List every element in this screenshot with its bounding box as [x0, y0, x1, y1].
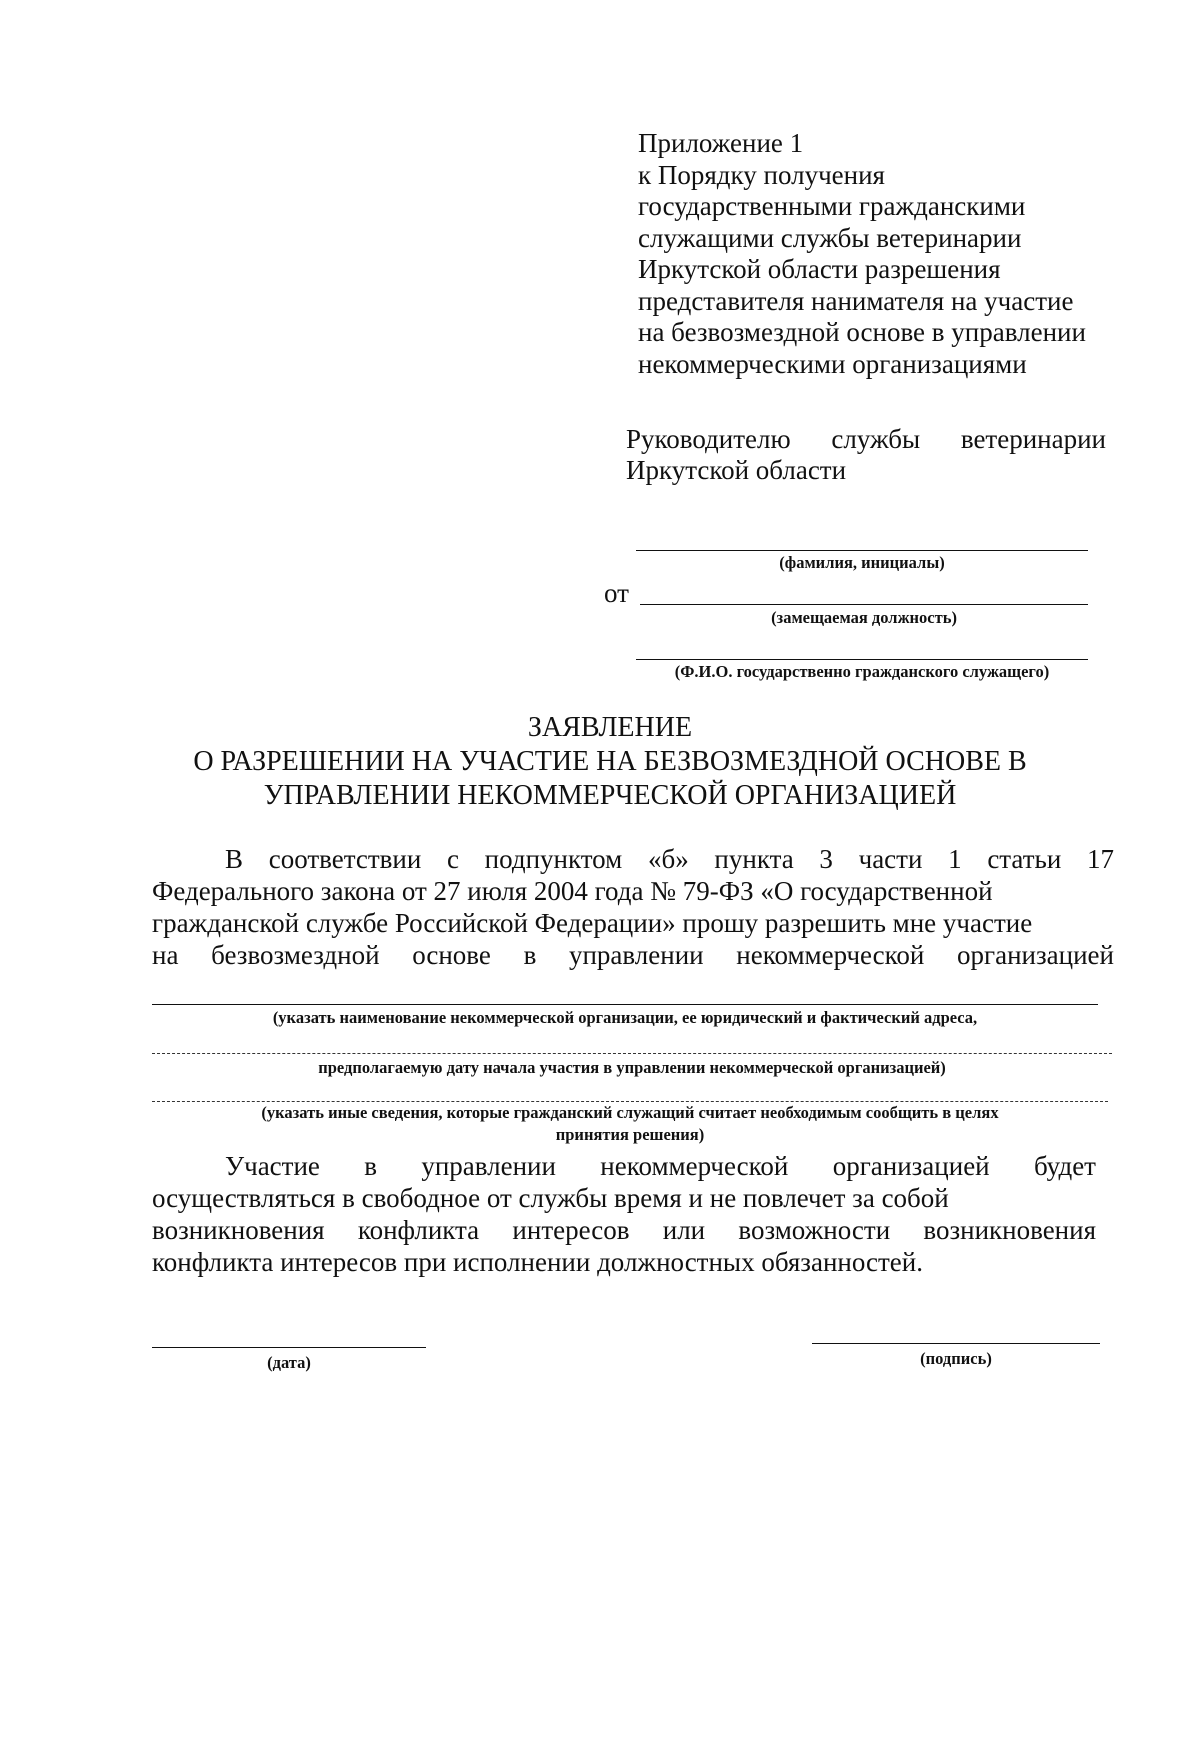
paragraph-row: осуществляться в свободное от службы время и не повлечет за собой: [152, 1183, 949, 1213]
word: основе: [412, 940, 491, 970]
word: «б»: [647, 844, 689, 874]
appendix-line: Приложение 1: [638, 128, 804, 158]
appendix-line: служащими службы ветеринарии: [638, 222, 1022, 253]
word: интересов: [512, 1215, 630, 1245]
paragraph-row: Федерального закона от 27 июля 2004 года № 79-ФЗ «О государственной: [152, 876, 993, 906]
word: соответствии: [268, 844, 422, 874]
other-info-caption-1: (указать иные сведения, которые гражданский служащий считает необходимым сообщить в целях: [261, 1103, 999, 1122]
paragraph-row: гражданской службе Российской Федерации» прошу разрешить мне участие: [152, 908, 1033, 938]
word: на: [152, 940, 179, 970]
signature-caption: (подпись): [920, 1349, 992, 1368]
addressee: [626, 424, 1106, 486]
statement-title: ЗАЯВЛЕНИЕ: [527, 712, 693, 743]
appendix-line: государственными гражданскими: [638, 191, 1026, 221]
word: Участие: [225, 1151, 320, 1181]
position-caption: (замещаемая должность): [771, 608, 957, 627]
appendix-line: к Порядку получения: [638, 159, 885, 190]
word: возникновения: [152, 1215, 325, 1245]
statement-subtitle-1: О РАЗРЕШЕНИИ НА УЧАСТИЕ НА БЕЗВОЗМЕЗДНОЙ ОСНОВЕ В: [193, 746, 1027, 777]
word: возникновения: [923, 1215, 1096, 1245]
word: некоммерческой: [600, 1151, 789, 1181]
word: 1: [948, 844, 962, 874]
fio-field-line[interactable]: [636, 659, 1088, 660]
word: будет: [1033, 1151, 1096, 1181]
name-field-line[interactable]: [636, 550, 1088, 551]
name-caption: (фамилия, инициалы): [779, 553, 945, 572]
word: безвозмездной: [211, 940, 380, 970]
position-field-line[interactable]: [640, 604, 1088, 605]
start-date-field-line[interactable]: [152, 1053, 1112, 1054]
addressee-line-1: [626, 424, 1106, 455]
paragraph-row: конфликта интересов при исполнении должностных обязанностей.: [152, 1247, 923, 1277]
word: некоммерческой: [736, 940, 925, 970]
paragraph-row: [152, 939, 1114, 971]
word: управлении: [568, 940, 704, 970]
fio-caption: (Ф.И.О. государственно гражданского служащего): [674, 662, 1050, 681]
appendix-line: на безвозмездной основе в управлении: [638, 317, 1086, 347]
addressee-word: ветеринарии: [960, 424, 1106, 454]
word: с: [446, 844, 459, 874]
start-date-caption: предполагаемую дату начала участия в управлении некоммерческой организацией): [318, 1058, 946, 1077]
from-label: от: [604, 578, 629, 608]
word: или: [662, 1215, 706, 1245]
other-info-caption-2: принятия решения): [555, 1125, 705, 1144]
paragraph-row: [152, 843, 1114, 875]
addressee-line-2: Иркутской области: [626, 455, 847, 485]
paragraph-row: [152, 1214, 1096, 1246]
paragraph-conflict: [152, 1150, 1096, 1278]
paragraph-row: [152, 1150, 1096, 1182]
word: возможности: [738, 1215, 891, 1245]
addressee-word: Руководителю: [626, 424, 791, 454]
date-field-line[interactable]: [152, 1347, 426, 1348]
word: в: [523, 940, 537, 970]
appendix-header: [638, 128, 1158, 380]
word: организацией: [832, 1151, 990, 1181]
statement-subtitle-2: УПРАВЛЕНИИ НЕКОММЕРЧЕСКОЙ ОРГАНИЗАЦИЕЙ: [263, 780, 957, 811]
date-caption: (дата): [267, 1353, 311, 1372]
other-info-field-line[interactable]: [152, 1101, 1108, 1102]
word: 3: [819, 844, 833, 874]
word: 17: [1086, 844, 1114, 874]
paragraph-request: [152, 843, 1114, 971]
signature-field-line[interactable]: [812, 1343, 1100, 1344]
word: статьи: [987, 844, 1062, 874]
word: управлении: [421, 1151, 556, 1181]
word: организацией: [957, 940, 1114, 970]
addressee-word: службы: [831, 424, 921, 454]
word: пункта: [714, 844, 794, 874]
word: части: [858, 844, 923, 874]
appendix-line: некоммерческими организациями: [638, 348, 1027, 379]
word: конфликта: [357, 1215, 480, 1245]
word: в: [364, 1151, 377, 1181]
appendix-line: Иркутской области разрешения: [638, 254, 1001, 284]
word: подпунктом: [484, 844, 623, 874]
word: В: [225, 844, 244, 874]
appendix-line: представителя нанимателя на участие: [638, 285, 1074, 316]
organization-caption: (указать наименование некоммерческой организации, ее юридический и фактический адреса,: [272, 1008, 978, 1027]
organization-field-line[interactable]: [152, 1004, 1098, 1005]
